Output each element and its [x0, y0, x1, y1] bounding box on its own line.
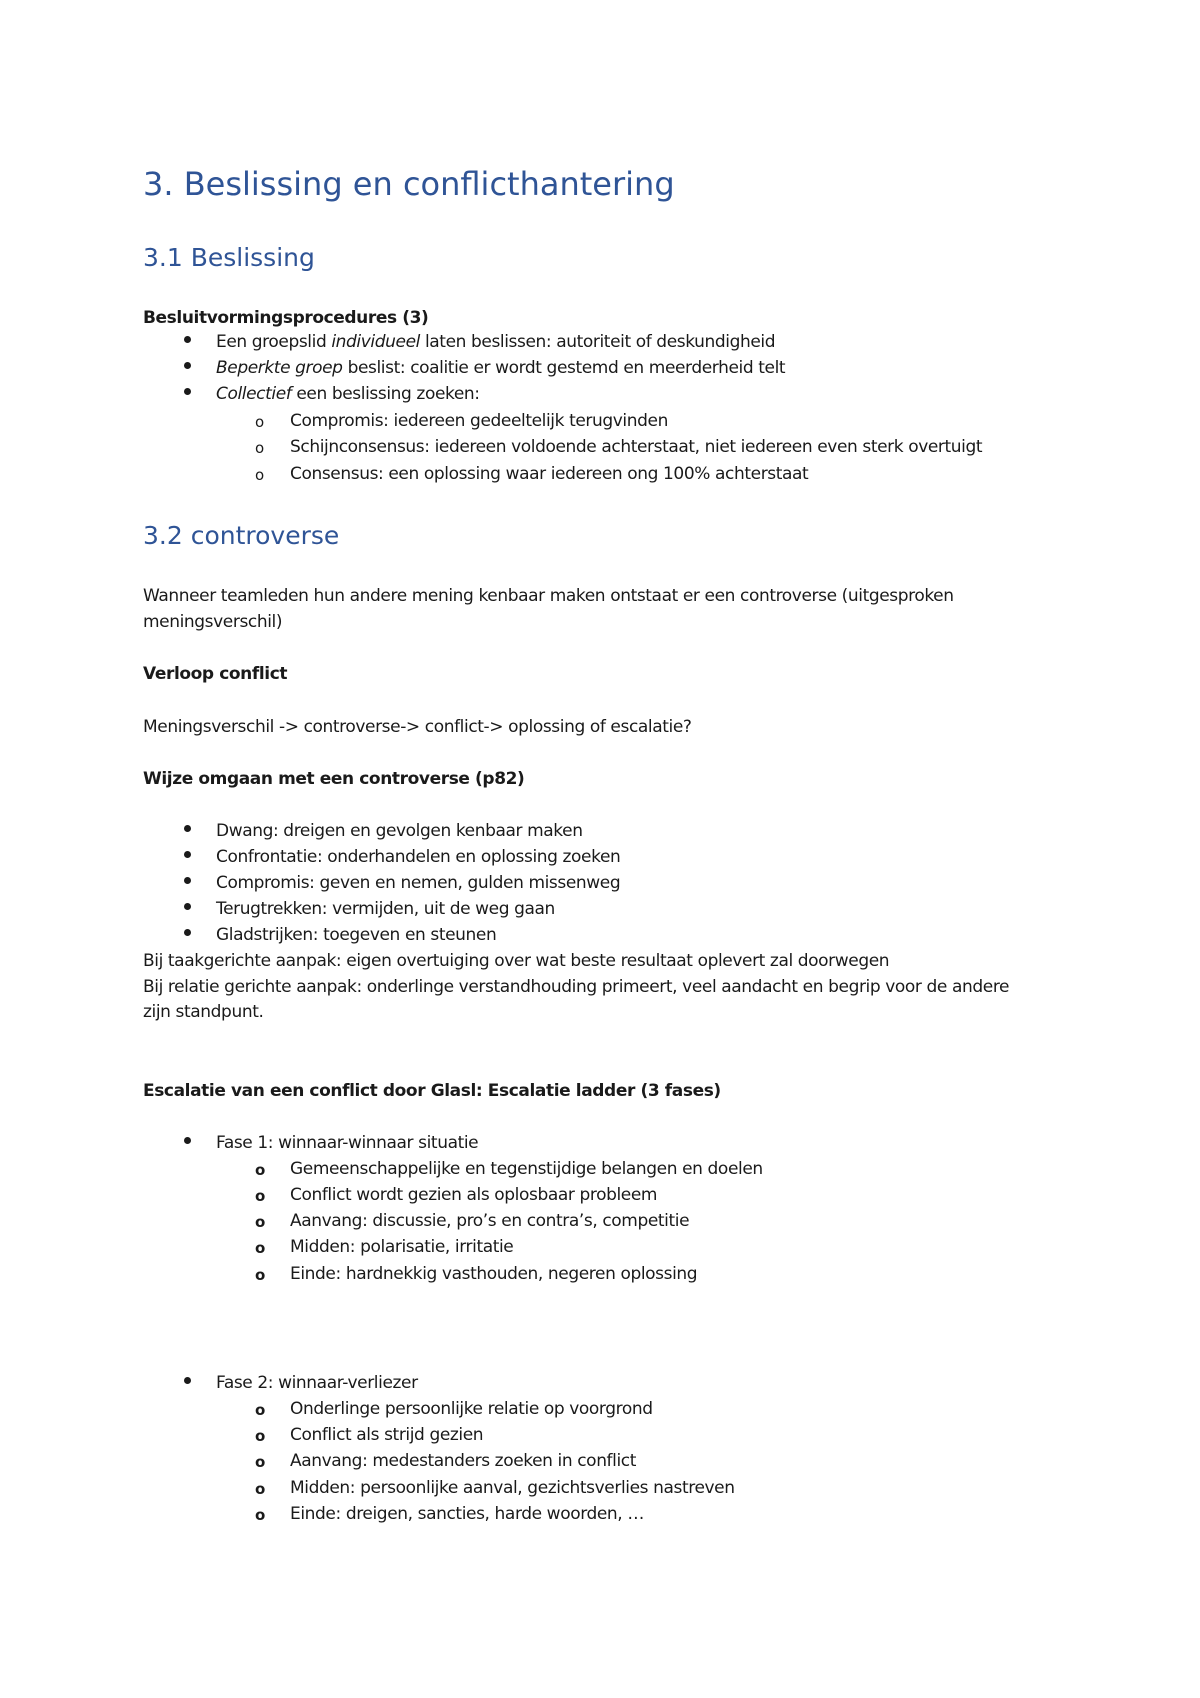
sub-list-item: Compromis: iedereen gedeeltelijk terugvinden — [290, 411, 668, 431]
list-item: Beperkte groep beslist: coalitie er wordt gestemd en meerderheid telt — [216, 358, 786, 378]
bullet-icon — [184, 1377, 191, 1384]
sub-list-item: Onderlinge persoonlijke relatie op voorgrond — [290, 1399, 653, 1419]
list-item: Collectief een beslissing zoeken: — [216, 384, 480, 404]
sub-list-item: Consensus: een oplossing waar iedereen ong 100% achterstaat — [290, 464, 809, 484]
sub-list-item: Gemeenschappelijke en tegenstijdige belangen en doelen — [290, 1159, 763, 1179]
sub-list-item: Einde: hardnekkig vasthouden, negeren oplossing — [290, 1264, 698, 1284]
sub-bullet-icon: o — [255, 1161, 266, 1179]
sub-list-item: Schijnconsensus: iedereen voldoende achterstaat, niet iedereen even sterk overtuigt — [290, 437, 983, 457]
list-item: Confrontatie: onderhandelen en oplossing zoeken — [216, 847, 621, 867]
bullet-icon — [184, 929, 191, 936]
paragraph-intro-cont: meningsverschil) — [143, 612, 283, 632]
subheading-escalatie: Escalatie van een conflict door Glasl: Escalatie ladder (3 fases) — [143, 1081, 721, 1101]
bullet-icon — [184, 825, 191, 832]
sub-list-item: Aanvang: medestanders zoeken in conflict — [290, 1451, 637, 1471]
sub-list-item: Aanvang: discussie, pro’s en contra’s, competitie — [290, 1211, 690, 1231]
sub-bullet-icon: o — [255, 1187, 266, 1205]
list-item: Gladstrijken: toegeven en steunen — [216, 925, 497, 945]
bullet-icon — [184, 362, 191, 369]
sub-bullet-icon: o — [255, 1506, 266, 1524]
sub-list-item: Conflict wordt gezien als oplosbaar probleem — [290, 1185, 658, 1205]
paragraph-relatiegericht: Bij relatie gerichte aanpak: onderlinge verstandhouding primeert, veel aandacht en begrip voor de andere — [143, 977, 1010, 997]
subheading-besluitvorming: Besluitvormingsprocedures (3) — [143, 308, 429, 328]
sub-bullet-icon: o — [255, 1427, 266, 1445]
paragraph-taakgericht: Bij taakgerichte aanpak: eigen overtuiging over wat beste resultaat oplevert zal doorwegen — [143, 951, 890, 971]
paragraph-relatiegericht-cont: zijn standpunt. — [143, 1002, 264, 1022]
bullet-icon — [184, 336, 191, 343]
sub-list-item: Midden: polarisatie, irritatie — [290, 1237, 514, 1257]
sub-list-item: Einde: dreigen, sancties, harde woorden, … — [290, 1504, 644, 1524]
sub-bullet-icon: o — [255, 466, 265, 484]
sub-bullet-icon: o — [255, 1266, 266, 1284]
list-item: Compromis: geven en nemen, gulden missenweg — [216, 873, 621, 893]
bullet-icon — [184, 877, 191, 884]
bullet-icon — [184, 851, 191, 858]
sub-bullet-icon: o — [255, 1239, 266, 1257]
paragraph-verloop: Meningsverschil -> controverse-> conflict-> oplossing of escalatie? — [143, 717, 692, 737]
subheading-verloop: Verloop conflict — [143, 664, 288, 684]
fase-2-label: Fase 2: winnaar-verliezer — [216, 1373, 418, 1393]
sub-bullet-icon: o — [255, 439, 265, 457]
sub-list-item: Midden: persoonlijke aanval, gezichtsverlies nastreven — [290, 1478, 735, 1498]
document-title: 3. Beslissing en conflicthantering — [143, 165, 675, 203]
list-item: Een groepslid individueel laten beslissen: autoriteit of deskundigheid — [216, 332, 776, 352]
bullet-icon — [184, 903, 191, 910]
section-heading-beslissing: 3.1 Beslissing — [143, 243, 315, 272]
section-heading-controverse: 3.2 controverse — [143, 521, 340, 550]
sub-bullet-icon: o — [255, 413, 265, 431]
sub-bullet-icon: o — [255, 1213, 266, 1231]
bullet-icon — [184, 1137, 191, 1144]
sub-bullet-icon: o — [255, 1401, 266, 1419]
list-item: Dwang: dreigen en gevolgen kenbaar maken — [216, 821, 583, 841]
subheading-wijze: Wijze omgaan met een controverse (p82) — [143, 769, 525, 789]
bullet-icon — [184, 388, 191, 395]
paragraph-intro: Wanneer teamleden hun andere mening kenbaar maken ontstaat er een controverse (uitgesproken — [143, 586, 954, 606]
list-item: Terugtrekken: vermijden, uit de weg gaan — [216, 899, 555, 919]
sub-bullet-icon: o — [255, 1480, 266, 1498]
sub-list-item: Conflict als strijd gezien — [290, 1425, 484, 1445]
sub-bullet-icon: o — [255, 1453, 266, 1471]
fase-1-label: Fase 1: winnaar-winnaar situatie — [216, 1133, 479, 1153]
